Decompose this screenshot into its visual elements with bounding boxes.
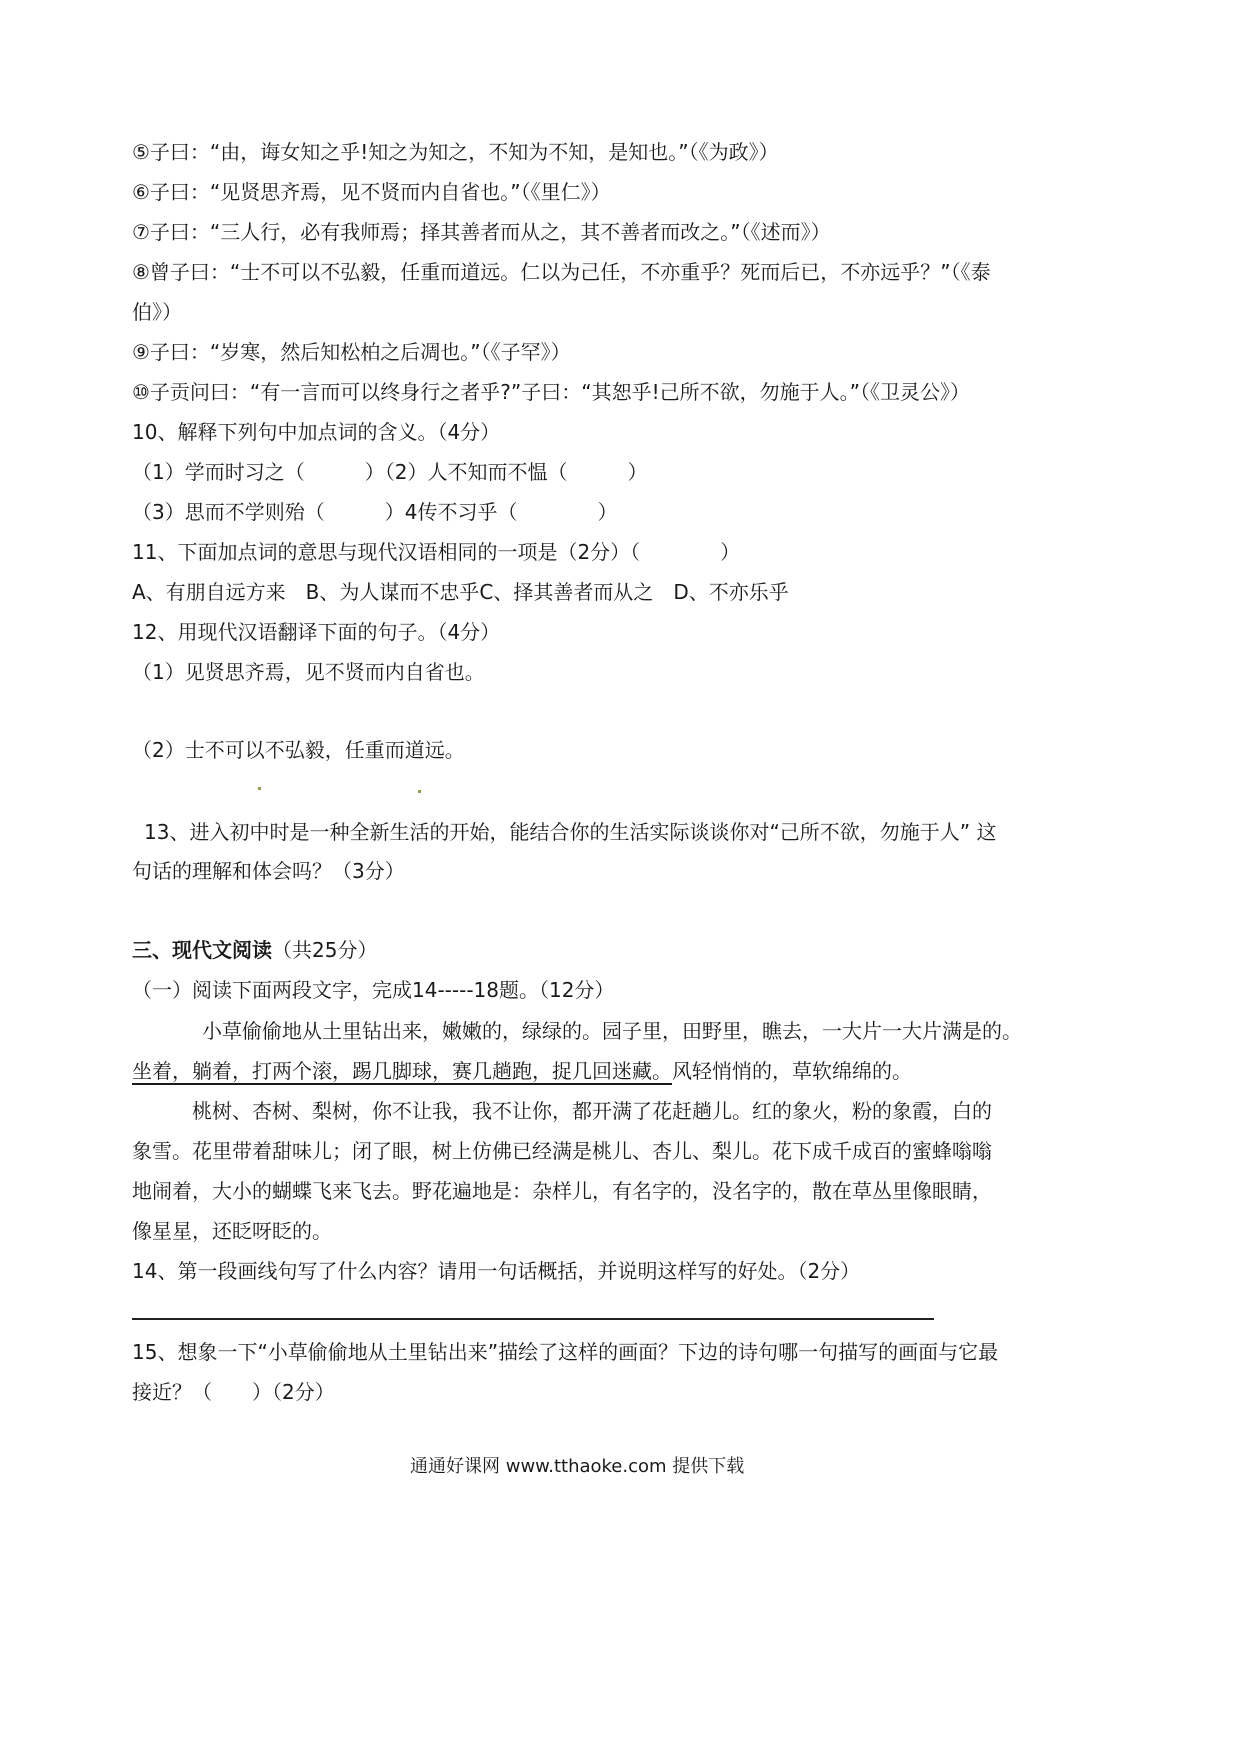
question-10-row-1: （1）学而时习之（ ）（2）人不知而不愠（ ） [132,460,648,484]
passage-p1-rest: 风轻悄悄的，草软绵绵的。 [672,1059,912,1083]
section-3-score: （共25分） [272,938,378,962]
passage-p1-line-1: 小草偷偷地从土里钻出来，嫩嫩的，绿绿的。园子里，田野里，瞧去，一大片一大片满是的。 [202,1019,1022,1043]
section-3-heading [132,936,377,964]
question-13-line-2: 句话的理解和体会吗？（3分） [132,859,405,883]
question-15-line-2: 接近？（ ）（2分） [132,1380,335,1404]
passage-p1-line-2 [132,1057,912,1085]
passage-p2-line-2: 象雪。花里带着甜味儿；闭了眼，树上仿佛已经满是桃儿、杏儿、梨儿。花下成千成百的蜜蜂嗡嗡 [132,1139,992,1163]
question-15-line-1: 15、想象一下“小草偷偷地从土里钻出来”描绘了这样的画面？下边的诗句哪一句描写的画面与它最 [132,1340,999,1364]
quote-10: ⑩子贡问曰：“有一言而可以终身行之者乎?”子曰：“其恕乎!己所不欲，勿施于人。”（《卫灵公》） [132,380,971,404]
question-10-row-2: （3）思而不学则殆（ ）4传不习乎（ ） [132,500,618,524]
answer-line [132,1318,934,1320]
scan-speck [418,790,421,793]
section-3-subsection-1: （一）阅读下面两段文字，完成14-----18题。（12分） [132,978,615,1002]
quote-7: ⑦子曰：“三人行，必有我师焉；择其善者而从之，其不善者而改之。”（《述而》） [132,220,831,244]
quote-9: ⑨子曰：“岁寒，然后知松柏之后凋也。”（《子罕》） [132,340,571,364]
question-12-item-2: （2）士不可以不弘毅，任重而道远。 [132,738,465,762]
passage-p2-line-1: 桃树、杏树、梨树，你不让我，我不让你，都开满了花赶趟儿。红的象火，粉的象霞，白的 [192,1099,992,1123]
passage-p2-line-3: 地闹着，大小的蝴蝶飞来飞去。野花遍地是：杂样儿，有名字的，没名字的，散在草丛里像眼睛， [132,1179,992,1203]
passage-p2-line-4: 像星星，还眨呀眨的。 [132,1219,332,1243]
question-11-options: A、有朋自远方来 B、为人谋而不忠乎C、择其善者而从之 D、不亦乐乎 [132,580,789,604]
question-10-title: 10、解释下列句中加点词的含义。（4分） [132,420,501,444]
quote-6: ⑥子曰：“见贤思齐焉，见不贤而内自省也。”（《里仁》） [132,180,611,204]
underlined-sentence: 坐着，躺着，打两个滚，踢几脚球，赛几趟跑，捉几回迷藏。 [132,1059,672,1083]
question-11-title: 11、下面加点词的意思与现代汉语相同的一项是（2分）（ ） [132,540,741,564]
scan-speck [258,787,261,790]
page-footer: 通通好课网 www.tthaoke.com 提供下载 [410,1456,745,1477]
question-13-line-1: 13、进入初中时是一种全新生活的开始，能结合你的生活实际谈谈你对“己所不欲，勿施于人” 这 [144,820,997,844]
quote-8-cont: 伯》） [132,300,182,324]
question-12-item-1: （1）见贤思齐焉，见不贤而内自省也。 [132,660,485,684]
quote-8: ⑧曾子曰：“士不可以不弘毅，任重而道远。仁以为己任，不亦重乎？死而后已，不亦远乎？”（《泰 [132,260,991,284]
question-14-title: 14、第一段画线句写了什么内容？请用一句话概括，并说明这样写的好处。（2分） [132,1259,861,1283]
question-12-title: 12、用现代汉语翻译下面的句子。（4分） [132,620,501,644]
quote-5: ⑤子曰：“由，诲女知之乎!知之为知之，不知为不知，是知也。”（《为政》） [132,140,779,164]
section-3-title: 三、现代文阅读 [132,938,272,962]
